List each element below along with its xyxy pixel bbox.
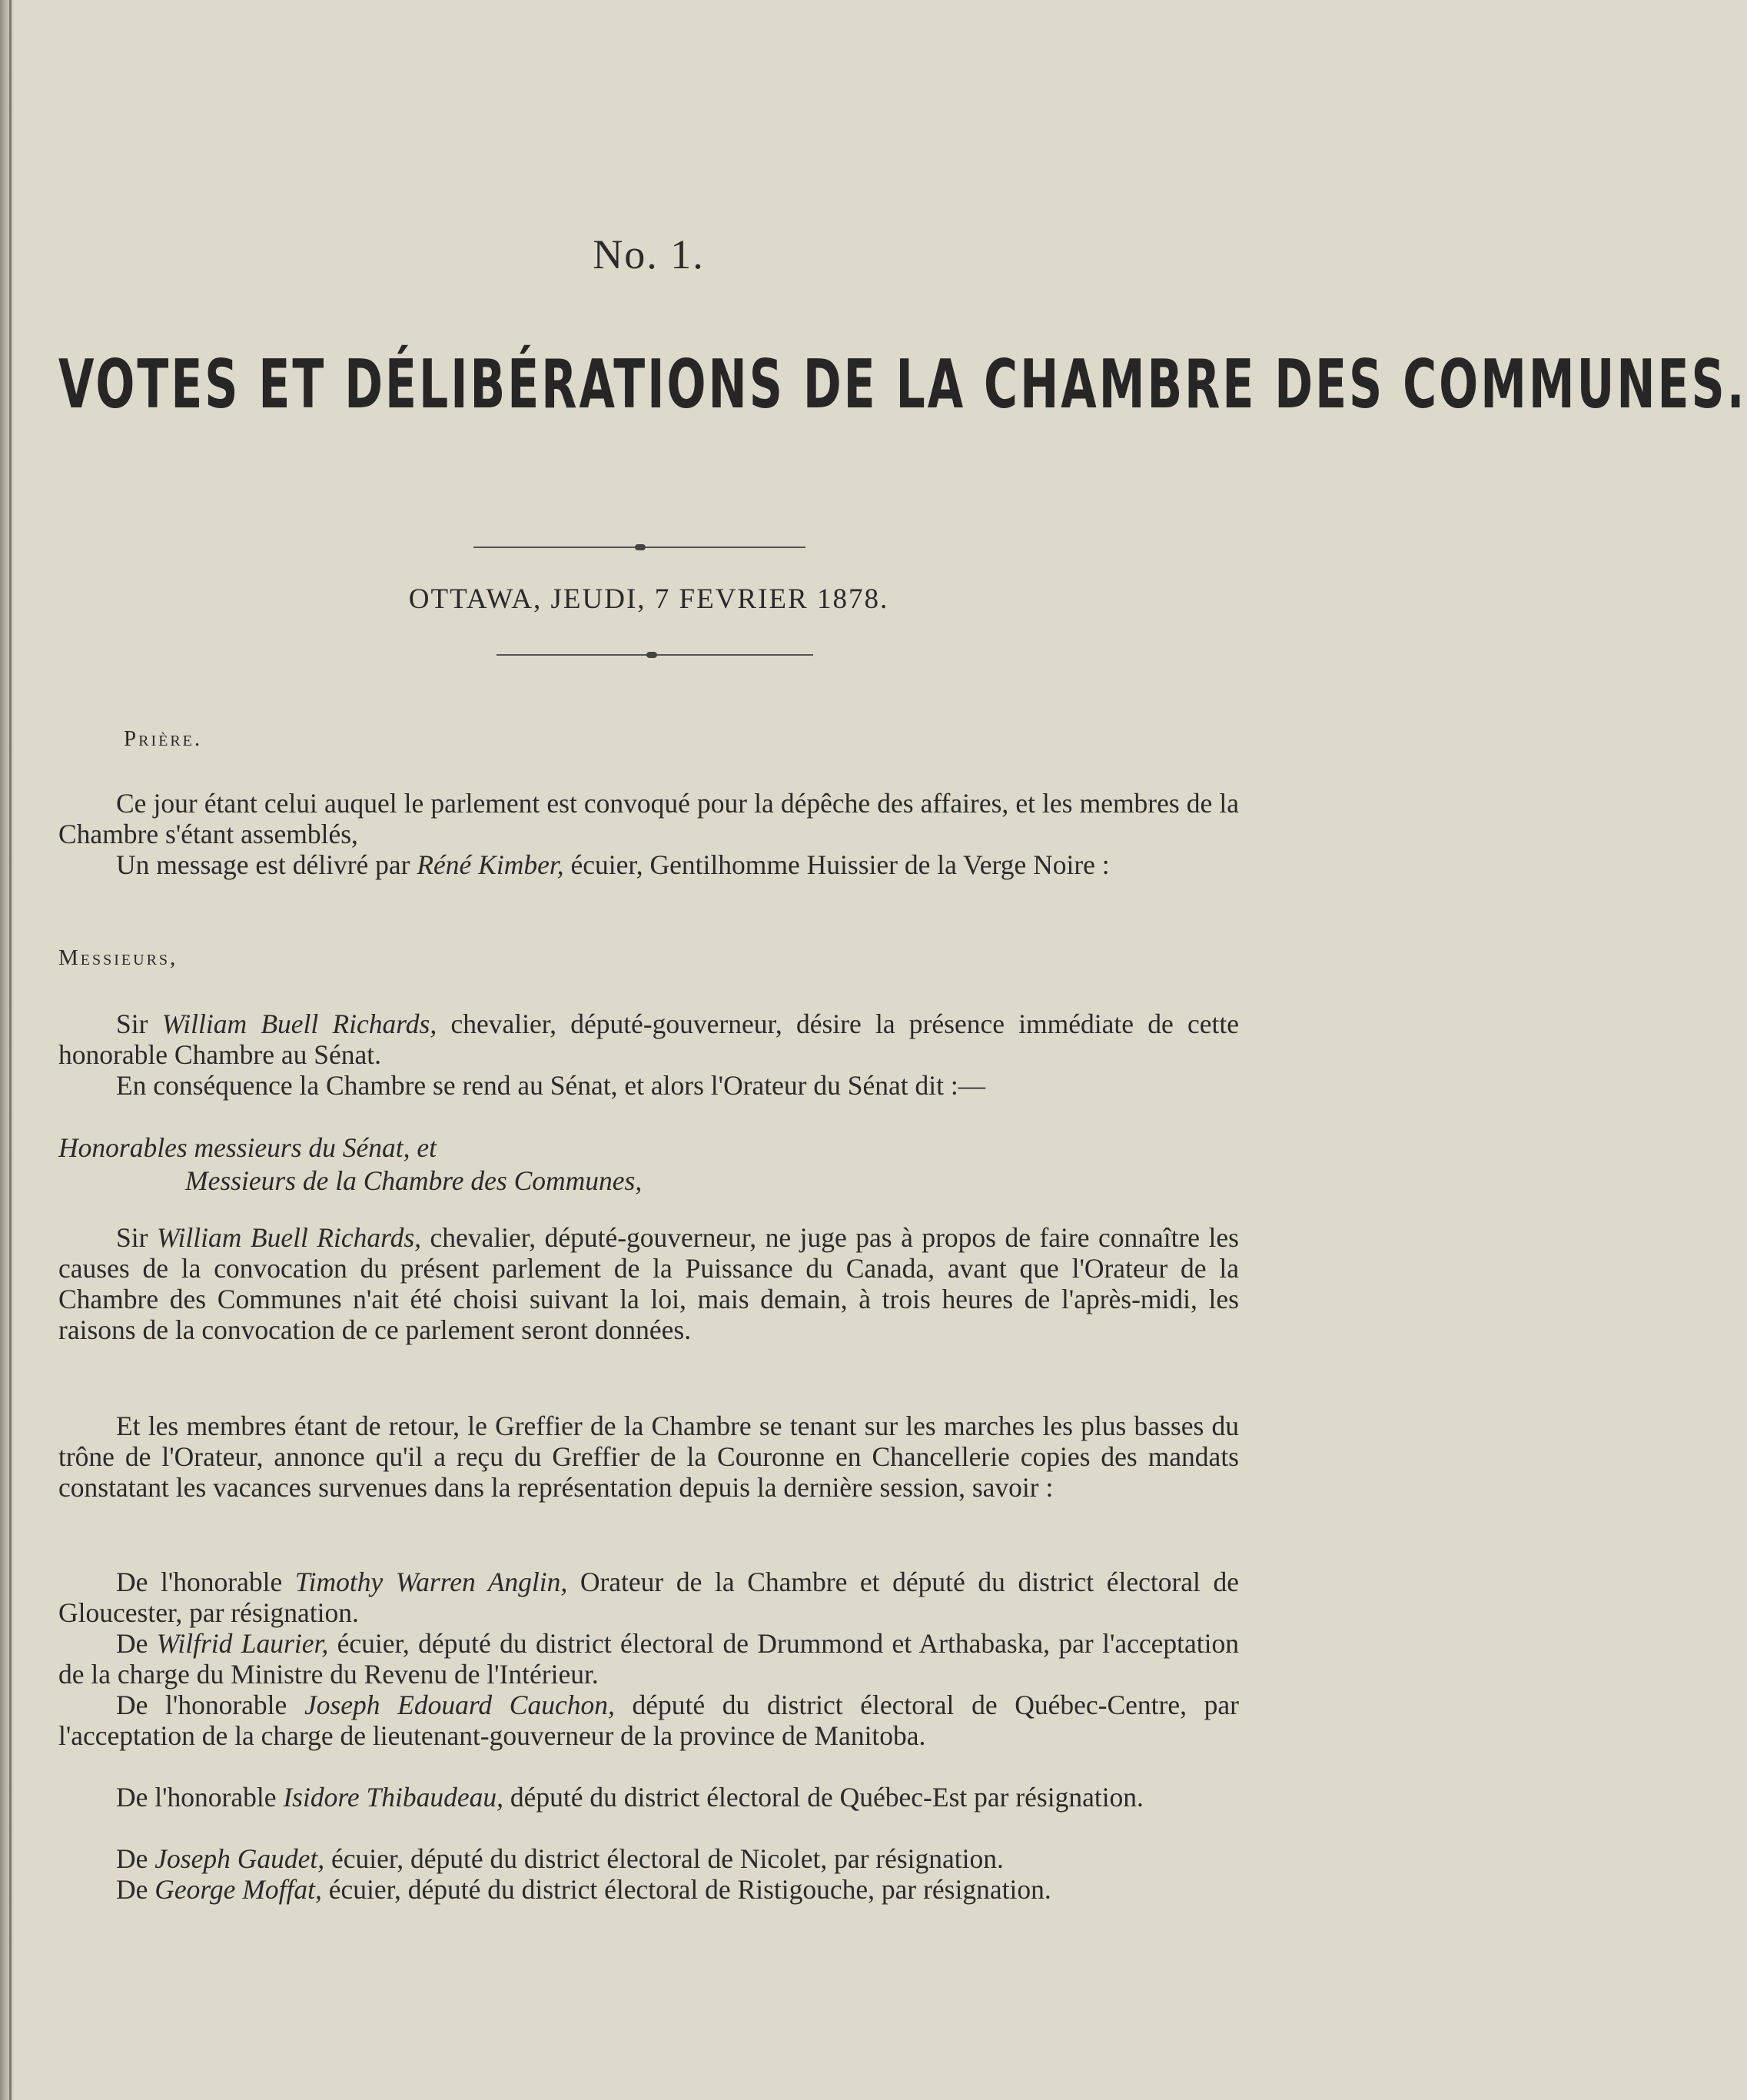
person-name: George Moffat, [154,1874,322,1905]
person-name: Joseph Gaudet, [154,1843,325,1874]
text-segment: chevalier, député-gouverneur, ne juge pas à propos de faire connaître les causes de la convocation du présent parlement de la Puissance du Canada, avant que l'Orateur de la Chambre des Communes n'ait été choisi suivant la loi, mais demain, à trois heures de l'après-midi, les raisons de la convocation de ce parlement seront données. [58,1222,1239,1345]
paragraph-text: Et les membres étant de retour, le Greffier de la Chambre se tenant sur les marches les plus basses du trône de l'Orateur, annonce qu'il a reçu du Greffier de la Couronne en Chancellerie copies des mandats constatant les vacances survenues dans la représentation depuis la dernière session, savoir : [58,1411,1239,1503]
address-line-2: Messieurs de la Chambre des Communes, [185,1165,643,1196]
person-name: Joseph Edouard Cauchon, [304,1690,615,1720]
document-page [58,0,1747,2100]
text-segment: écuier, Gentilhomme Huissier de la Verge Noire : [563,849,1110,880]
text-segment: Orateur de la Chambre et député du district électoral de Gloucester, par résignation. [58,1567,1240,1628]
binding-line [9,0,12,2100]
salutation-messieurs: Messieurs, [58,945,178,970]
person-name: Réné Kimber, [417,849,564,880]
paragraph-senat [58,1070,1239,1101]
text-segment: Sir [116,1008,162,1039]
vacancy-item [58,1567,1239,1628]
ornamental-rule-bottom [497,650,813,660]
text-segment: De l'honorable [116,1782,284,1813]
text-segment: De [116,1843,155,1874]
paragraph-speech [58,1222,1239,1345]
person-name: William Buell Richards, [161,1008,437,1039]
binding-edge [0,0,14,2100]
person-name: Isidore Thibaudeau, [283,1782,503,1813]
text-segment: chevalier, député-gouverneur, désire la présence immédiate de cette honorable Chambre au Sénat. [58,1008,1239,1070]
section-heading-priere: Prière. [124,726,203,751]
paragraph-presence [58,1008,1239,1070]
text-segment: Un message est délivré par [116,849,417,880]
text-segment: écuier, député du district électoral de Nicolet, par résignation. [324,1843,1004,1874]
paragraph-text: Ce jour étant celui auquel le parlement est convoqué pour la dépêche des affaires, et les membres de la Chambre s'étant assemblés, [58,788,1239,849]
text-segment: De l'honorable [116,1690,304,1720]
text-segment: député du district électoral de Québec-Est par résignation. [503,1782,1144,1813]
text-segment: De l'honorable [116,1567,295,1597]
vacancy-item [58,1690,1239,1751]
text-segment: écuier, député du district électoral de Drummond et Arthabaska, par l'acceptation de la charge du Ministre du Revenu de l'Intérieur. [58,1628,1239,1690]
paragraph-text: En conséquence la Chambre se rend au Sénat, et alors l'Orateur du Sénat dit :— [116,1070,986,1101]
vacancy-item [58,1782,1239,1813]
text-segment: Sir [116,1222,157,1253]
text-segment: De [116,1874,155,1905]
issue-number: No. 1. [593,231,705,277]
person-name: Wilfrid Laurier, [156,1628,329,1659]
paragraph-message [58,849,1239,880]
text-segment: De [116,1628,157,1659]
vacancy-item [58,1628,1239,1690]
document-title: VOTES ET DÉLIBÉRATIONS DE LA CHAMBRE DES COMMUNES. [58,346,1747,424]
text-segment: député du district électoral de Québec-Centre, par l'acceptation de la charge de lieutenant-gouverneur de la province de Manitoba. [58,1690,1239,1751]
person-name: William Buell Richards, [156,1222,422,1253]
ornamental-rule-top [473,543,805,552]
person-name: Timothy Warren Anglin, [294,1567,568,1597]
paragraph-vacancies-intro [58,1411,1239,1503]
vacancy-item [58,1874,1239,1905]
vacancy-item [58,1843,1239,1874]
date-line: OTTAWA, JEUDI, 7 FEVRIER 1878. [408,583,889,615]
address-line-1: Honorables messieurs du Sénat, et [58,1132,437,1163]
paragraph-convocation [58,788,1239,849]
text-segment: écuier, député du district électoral de Ristigouche, par résignation. [321,1874,1051,1905]
